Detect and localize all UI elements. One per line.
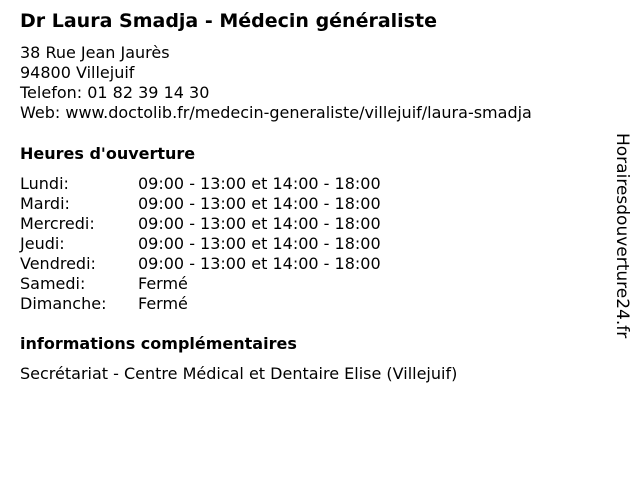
day-label: Lundi: xyxy=(20,174,69,193)
day-label: Jeudi: xyxy=(20,234,65,253)
hours-row-wednesday xyxy=(20,214,381,234)
day-label: Mercredi: xyxy=(20,214,95,233)
day-label: Dimanche: xyxy=(20,294,107,313)
website-url: Web: www.doctolib.fr/medecin-generaliste/villejuif/laura-smadja xyxy=(20,103,532,122)
page-title: Dr Laura Smadja - Médecin généraliste xyxy=(20,10,437,32)
hours-row-monday xyxy=(20,174,381,194)
hours-row-thursday xyxy=(20,234,381,254)
time-value: 09:00 - 13:00 et 14:00 - 18:00 xyxy=(138,214,381,233)
day-label: Samedi: xyxy=(20,274,86,293)
time-value: Fermé xyxy=(138,294,188,313)
hours-row-friday xyxy=(20,254,381,274)
hours-row-saturday xyxy=(20,274,381,294)
day-label: Vendredi: xyxy=(20,254,96,273)
site-watermark: Horairesdouverture24.fr xyxy=(612,133,632,339)
time-value: 09:00 - 13:00 et 14:00 - 18:00 xyxy=(138,254,381,273)
info-heading: informations complémentaires xyxy=(20,334,297,353)
hours-row-sunday xyxy=(20,294,381,314)
city-address: 94800 Villejuif xyxy=(20,63,135,82)
info-text: Secrétariat - Centre Médical et Dentaire Elise (Villejuif) xyxy=(20,364,458,383)
address-block xyxy=(20,43,532,123)
time-value: 09:00 - 13:00 et 14:00 - 18:00 xyxy=(138,194,381,213)
time-value: Fermé xyxy=(138,274,188,293)
street-address: 38 Rue Jean Jaurès xyxy=(20,43,170,62)
hours-row-tuesday xyxy=(20,194,381,214)
opening-hours-table xyxy=(20,174,381,314)
time-value: 09:00 - 13:00 et 14:00 - 18:00 xyxy=(138,234,381,253)
day-label: Mardi: xyxy=(20,194,70,213)
phone-number: Telefon: 01 82 39 14 30 xyxy=(20,83,210,102)
time-value: 09:00 - 13:00 et 14:00 - 18:00 xyxy=(138,174,381,193)
hours-heading: Heures d'ouverture xyxy=(20,144,196,163)
